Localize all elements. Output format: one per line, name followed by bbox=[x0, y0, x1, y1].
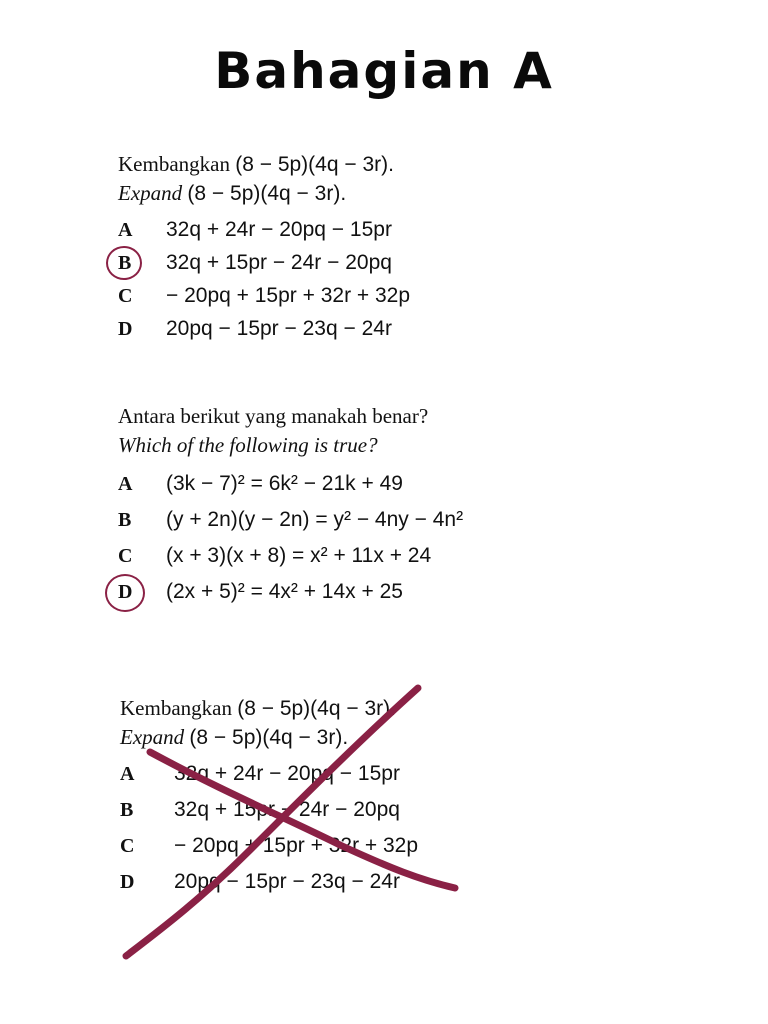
option-letter: D bbox=[118, 581, 166, 604]
stem-malay-prefix: Kembangkan bbox=[120, 696, 232, 720]
option-letter: D bbox=[120, 871, 135, 893]
option-letter: C bbox=[120, 835, 135, 857]
option-text: (x + 3)(x + 8) = x² + 11x + 24 bbox=[166, 544, 432, 567]
option-b[interactable] bbox=[120, 798, 680, 834]
option-text: 32q + 15pr − 24r − 20pq bbox=[166, 251, 392, 274]
option-letter: B bbox=[118, 509, 132, 531]
option-text: (2x + 5)² = 4x² + 14x + 25 bbox=[166, 580, 403, 603]
stem-malay-expression: (8 − 5p)(4q − 3r). bbox=[235, 153, 394, 176]
option-letter: B bbox=[120, 799, 134, 821]
option-c[interactable] bbox=[118, 544, 678, 580]
answer-circle-mark bbox=[105, 574, 145, 612]
stem-english-prefix: Expand bbox=[120, 725, 185, 749]
option-text: (3k − 7)² = 6k² − 21k + 49 bbox=[166, 472, 403, 495]
question-1 bbox=[118, 150, 678, 350]
stem-english-expression: (8 − 5p)(4q − 3r). bbox=[187, 182, 347, 205]
option-letter: A bbox=[120, 763, 135, 785]
page-title: Bahagian A bbox=[214, 42, 554, 100]
stem-malay-prefix: Kembangkan bbox=[118, 152, 230, 176]
option-text: − 20pq + 15pr + 32r + 32p bbox=[166, 284, 411, 307]
option-letter: A bbox=[118, 473, 133, 495]
stem-english-expression: (8 − 5p)(4q − 3r). bbox=[189, 726, 349, 749]
stem-malay-prefix: Antara berikut yang manakah benar? bbox=[118, 404, 429, 428]
question-2 bbox=[118, 402, 678, 616]
stem-english-prefix: Which of the following is true? bbox=[118, 433, 378, 457]
option-letter: C bbox=[118, 285, 133, 307]
option-d[interactable] bbox=[120, 870, 680, 906]
option-c[interactable] bbox=[118, 284, 678, 317]
option-text: 20pq − 15pr − 23q − 24r bbox=[174, 870, 400, 893]
option-text: 32q + 24r − 20pq − 15pr bbox=[166, 218, 392, 241]
option-text: − 20pq + 15pr + 32r + 32p bbox=[174, 834, 419, 857]
option-b[interactable] bbox=[118, 251, 678, 284]
stem-english-prefix: Expand bbox=[118, 181, 183, 205]
option-c[interactable] bbox=[120, 834, 680, 870]
option-b[interactable] bbox=[118, 508, 678, 544]
option-text: 32q + 15pr − 24r − 20pq bbox=[174, 798, 400, 821]
option-a[interactable] bbox=[118, 218, 678, 251]
option-letter: B bbox=[118, 252, 166, 275]
option-letter: C bbox=[118, 545, 133, 567]
option-d[interactable] bbox=[118, 317, 678, 350]
option-a[interactable] bbox=[118, 472, 678, 508]
option-letter: A bbox=[118, 219, 133, 241]
option-letter: D bbox=[118, 318, 133, 340]
option-text: 20pq − 15pr − 23q − 24r bbox=[166, 317, 392, 340]
answer-circle-mark bbox=[106, 246, 142, 280]
question-3 bbox=[120, 694, 680, 906]
option-text: (y + 2n)(y − 2n) = y² − 4ny − 4n² bbox=[166, 508, 464, 531]
stem-malay-expression: (8 − 5p)(4q − 3r). bbox=[237, 697, 396, 720]
option-text: 32q + 24r − 20pq − 15pr bbox=[174, 762, 400, 785]
option-a[interactable] bbox=[120, 762, 680, 798]
option-d[interactable] bbox=[118, 580, 678, 616]
